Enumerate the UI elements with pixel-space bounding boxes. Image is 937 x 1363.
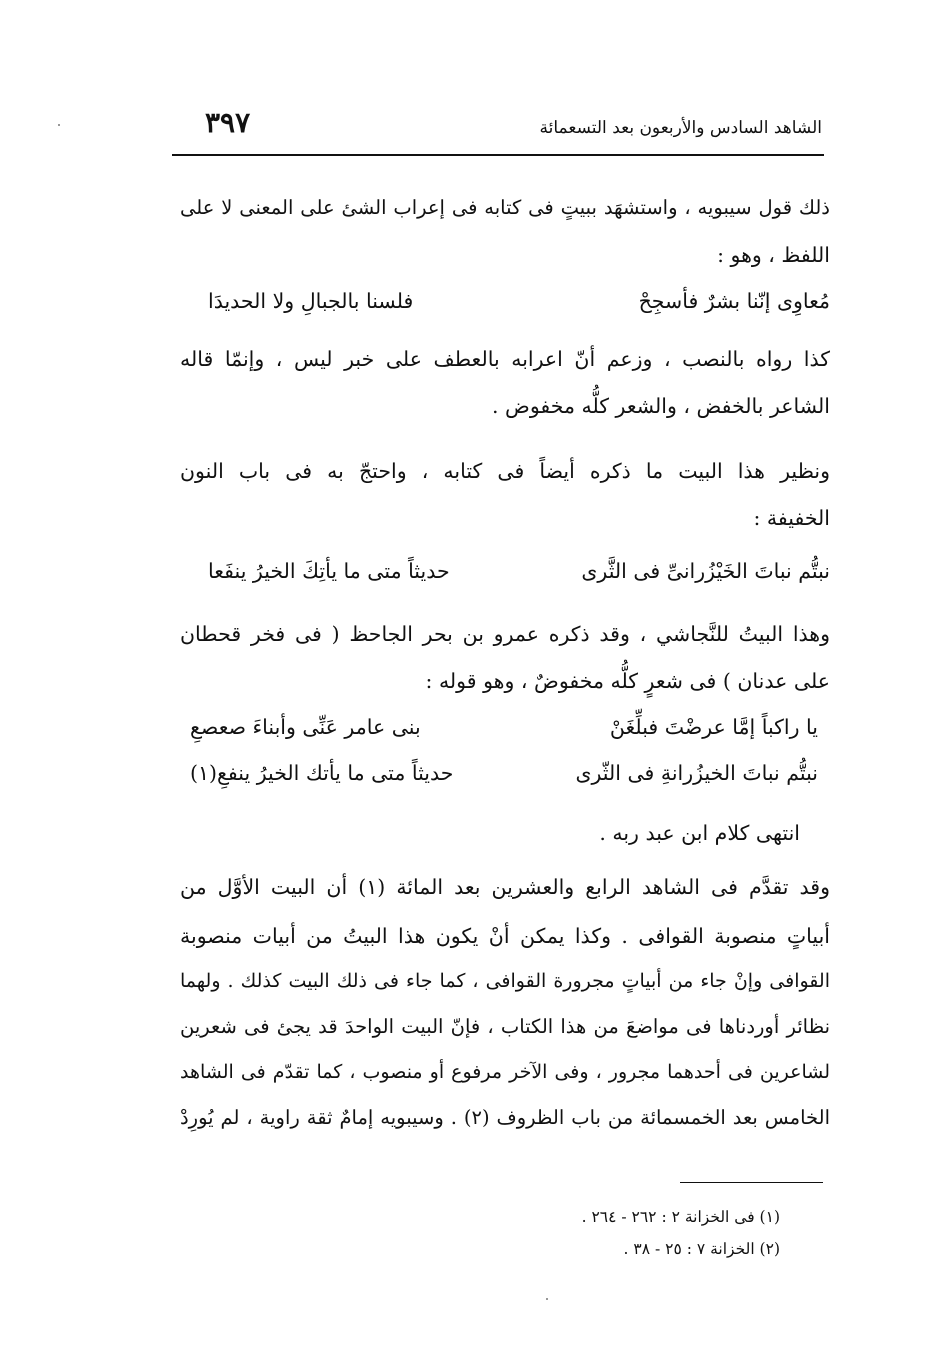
page-number: ٣٩٧ <box>205 106 251 139</box>
body-line: ونظير هذا البيت ما ذكره أيضاً فى كتابه ، واحتجّ به فى باب النون <box>180 459 830 483</box>
verse-first-hemistich: نبتُّم نباتَ الخَيْزُرانىِّ فى الثَّرى <box>581 559 830 583</box>
verse-second-hemistich: حديثاً متى ما يأتك الخيرُ ينفعِ(١) <box>190 761 454 785</box>
verse-first-hemistich: نبتُّم نباتَ الخيزُرانةِ فى الثّرى <box>575 761 818 785</box>
body-line: نظائر أوردناها فى مواضعَ من هذا الكتاب ، فإنّ البيت الواحدَ قد يجئ فى شعرين <box>180 1015 830 1038</box>
verse <box>208 286 830 318</box>
footnote: (٢) الخزانة ٧ : ٢٥ - ٣٨ . <box>623 1240 780 1258</box>
verse <box>190 758 818 790</box>
footnote-rule <box>680 1182 823 1183</box>
body-line: وهذا البيتُ للنَّجاشي ، وقد ذكره عمرو بن بحر الجاحظ ( فى فخر قحطان <box>180 622 830 646</box>
body-line: على عدنان ) فى شعرٍ كلُّه مخفوضٌ ، وهو قوله : <box>425 669 830 693</box>
verse-first-hemistich: مُعاوِى إنّنا بشرٌ فأسجِحْ <box>638 289 830 313</box>
body-line: ذلك قول سيبويه ، واستشهَد ببيتٍ فى كتابه فى إعراب الشئ على المعنى لا على <box>180 196 830 219</box>
running-header-title: الشاهد السادس والأربعون بعد التسعمائة <box>539 118 822 138</box>
body-line: الخامس بعد الخمسمائة من باب الظروف (٢) . وسيبويه إمامٌ ثقة راوية ، لم يُورِدْ <box>180 1106 830 1129</box>
verse-second-hemistich: بنى عامر عَنِّى وأبناءَ صعصعِ <box>190 715 421 739</box>
body-line: اللفظ ، وهو : <box>717 243 830 267</box>
verse-first-hemistich: يا راكباً إمَّا عرضْتَ فبلِّغَنْ <box>609 715 818 739</box>
body-line: كذا رواه بالنصب ، وزعم أنّ اعرابه بالعطف على خبر ليس ، وإنمّا قاله <box>180 347 830 371</box>
verse-second-hemistich: حديثاً متى ما يأتِكَ الخيرُ ينفَعا <box>208 559 450 583</box>
scan-speck <box>546 1298 548 1300</box>
scan-speck <box>58 124 60 126</box>
body-line: لشاعرين فى أحدهما مجرور ، وفى الآخر مرفوع أو منصوب ، كما تقدّم فى الشاهد <box>180 1061 830 1083</box>
verse <box>208 556 830 588</box>
body-line: القوافى وإنْ جاء من أبياتٍ مجرورة القوافى ، كما جاء فى ذلك البيت كذلك . ولهما <box>180 970 830 992</box>
footnote: (١) فى الخزانة ٢ : ٢٦٢ - ٢٦٤ . <box>581 1208 780 1226</box>
body-line: انتهى كلام ابن عبد ربه . <box>599 821 800 845</box>
body-line: الخفيفة : <box>753 506 830 530</box>
body-line: الشاعر بالخفض ، والشعر كلُّه مخفوض . <box>492 394 830 418</box>
verse <box>190 712 818 744</box>
body-line: وقد تقدَّم فى الشاهد الرابع والعشرين بعد المائة (١) أن البيت الأوَّل من <box>180 875 830 899</box>
verse-second-hemistich: فلسنا بالجبالِ ولا الحديدَا <box>208 289 414 313</box>
body-line: أبياتٍ منصوبة القوافى . وكذا يمكن أنْ يكون هذا البيتُ من أبيات منصوبة <box>180 924 830 948</box>
header-rule <box>172 154 824 156</box>
